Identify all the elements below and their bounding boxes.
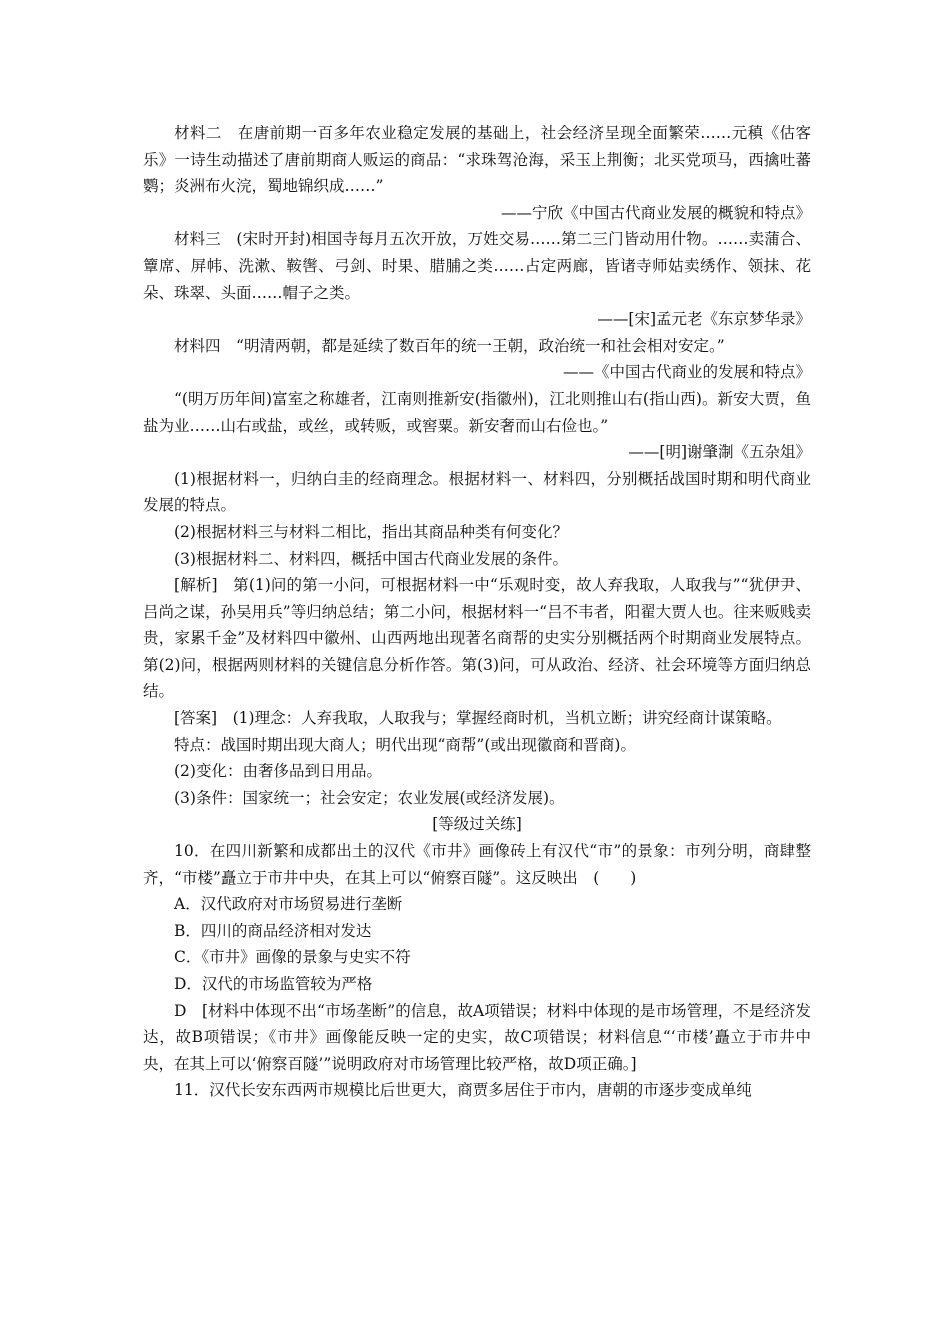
material4-label: 材料四 — [174, 336, 221, 355]
material4-paragraph — [143, 333, 811, 360]
answer-line-3: (2)变化：由奢侈品到日用品。 — [174, 762, 382, 781]
material2-label: 材料二 — [174, 124, 222, 142]
material4-quote-2: “(明万历年间)富室之称雄者，江南则推新安(指徽州)，江北则推山右(指山西)。新安大贾，鱼盐为业……山右或盐，或丝，或转贩，或窖粟。新安奢而山右俭也。” — [143, 389, 811, 435]
material4-source: ——《中国古代商业的发展和特点》 — [562, 363, 811, 382]
material3-label: 材料三 — [174, 230, 221, 249]
question-10-explanation — [143, 998, 811, 1078]
question-10-option-c: C．《市井》画像的景象与史实不符 — [174, 948, 411, 967]
analysis-label: [解析] — [174, 576, 218, 595]
answer-line-2: 特点：战国时期出现大商人；明代出现“商帮”(或出现徽商和晋商)。 — [174, 735, 636, 754]
document-body — [143, 120, 811, 1104]
question-10-stem: 10．在四川新繁和成都出土的汉代《市井》画像砖上有汉代“市”的景象：市列分明，商肆整齐，“市楼”矗立于市井中央，在其上可以“俯察百隧”。这反映出 ( ) — [143, 842, 811, 887]
material2-source: ——宁欣《中国古代商业发展的概貌和特点》 — [500, 203, 811, 222]
answer-label: [答案] — [174, 709, 218, 728]
question-2: (2)根据材料三与材料二相比，指出其商品种类有何变化？ — [174, 522, 568, 541]
question-1: (1)根据材料一，归纳白圭的经商理念。根据材料一、材料四，分别概括战国时期和明代商业发展的特点。 — [143, 469, 811, 515]
answer-paragraph — [143, 705, 811, 732]
question-10-explanation-text: [材料中体现不出“市场垄断”的信息，故A项错误；材料中体现的是市场管理，不是经济发达，故B项错误；《市井》画像能反映一定的史实，故C项错误；材料信息“‘市楼’矗立于市井中央，在其上可以‘俯察百隧’”说明政府对市场管理比较严格，故D项正确。] — [143, 1001, 811, 1073]
section-title: [等级过关练] — [432, 815, 522, 834]
answer-line-4: (3)条件：国家统一；社会安定；农业发展(或经济发展)。 — [174, 788, 565, 807]
material4-text: “明清两朝，都是延续了数百年的统一王朝，政治统一和社会相对安定。” — [236, 336, 725, 355]
question-11-stem: 11．汉代长安东西两市规模比后世更大，商贾多居住于市内，唐朝的市逐步变成单纯 — [174, 1081, 752, 1100]
question-3: (3)根据材料二、材料四，概括中国古代商业发展的条件。 — [174, 549, 568, 568]
material3-text: (宋时开封)相国寺每月五次开放，万姓交易……第二三门皆动用什物。……卖蒲合、簟席、屏帏、洗漱、鞍辔、弓剑、时果、腊脯之类……占定两廊，皆诸寺师姑卖绣作、领抹、花朵、珠翠、头面……帽子之类。 — [143, 230, 811, 302]
question-10-option-b: B．四川的商品经济相对发达 — [174, 921, 372, 940]
material2-paragraph — [143, 120, 811, 200]
question-10-option-a: A．汉代政府对市场贸易进行垄断 — [174, 895, 403, 914]
question-10-answer: D — [174, 1001, 187, 1020]
question-10-option-d: D．汉代的市场监管较为严格 — [174, 975, 373, 993]
answer-line-1: (1)理念：人弃我取，人取我与；掌握经商时机，当机立断；讲究经商计谋策略。 — [232, 709, 782, 728]
material2-text: 在唐前期一百多年农业稳定发展的基础上，社会经济呈现全面繁荣……元稹《估客乐》一诗生动描述了唐前期商人贩运的商品：“求珠驾沧海，采玉上荆衡；北买党项马，西擒吐蕃鹦；炎洲布火浣，蜀地锦织成……” — [143, 124, 811, 196]
analysis-text: 第(1)问的第一小问，可根据材料一中“乐观时变，故人弃我取，人取我与”“犹伊尹、吕尚之谋，孙吴用兵”等归纳总结；第二小问，根据材料一“吕不韦者，阳翟大贾人也。往来贩贱卖贵，家累千金”及材料四中徽州、山西两地出现著名商帮的史实分别概括两个时期商业发展特点。第(2)问，根据两则材料的关键信息分析作答。第(3)问，可从政治、经济、社会环境等方面归纳总结。 — [143, 576, 811, 701]
material3-paragraph — [143, 226, 811, 306]
analysis-paragraph — [143, 572, 811, 705]
material3-source: ——[宋]孟元老《东京梦华录》 — [597, 310, 811, 329]
material4-source-2: ——[明]谢肇淛《五杂俎》 — [628, 443, 811, 462]
